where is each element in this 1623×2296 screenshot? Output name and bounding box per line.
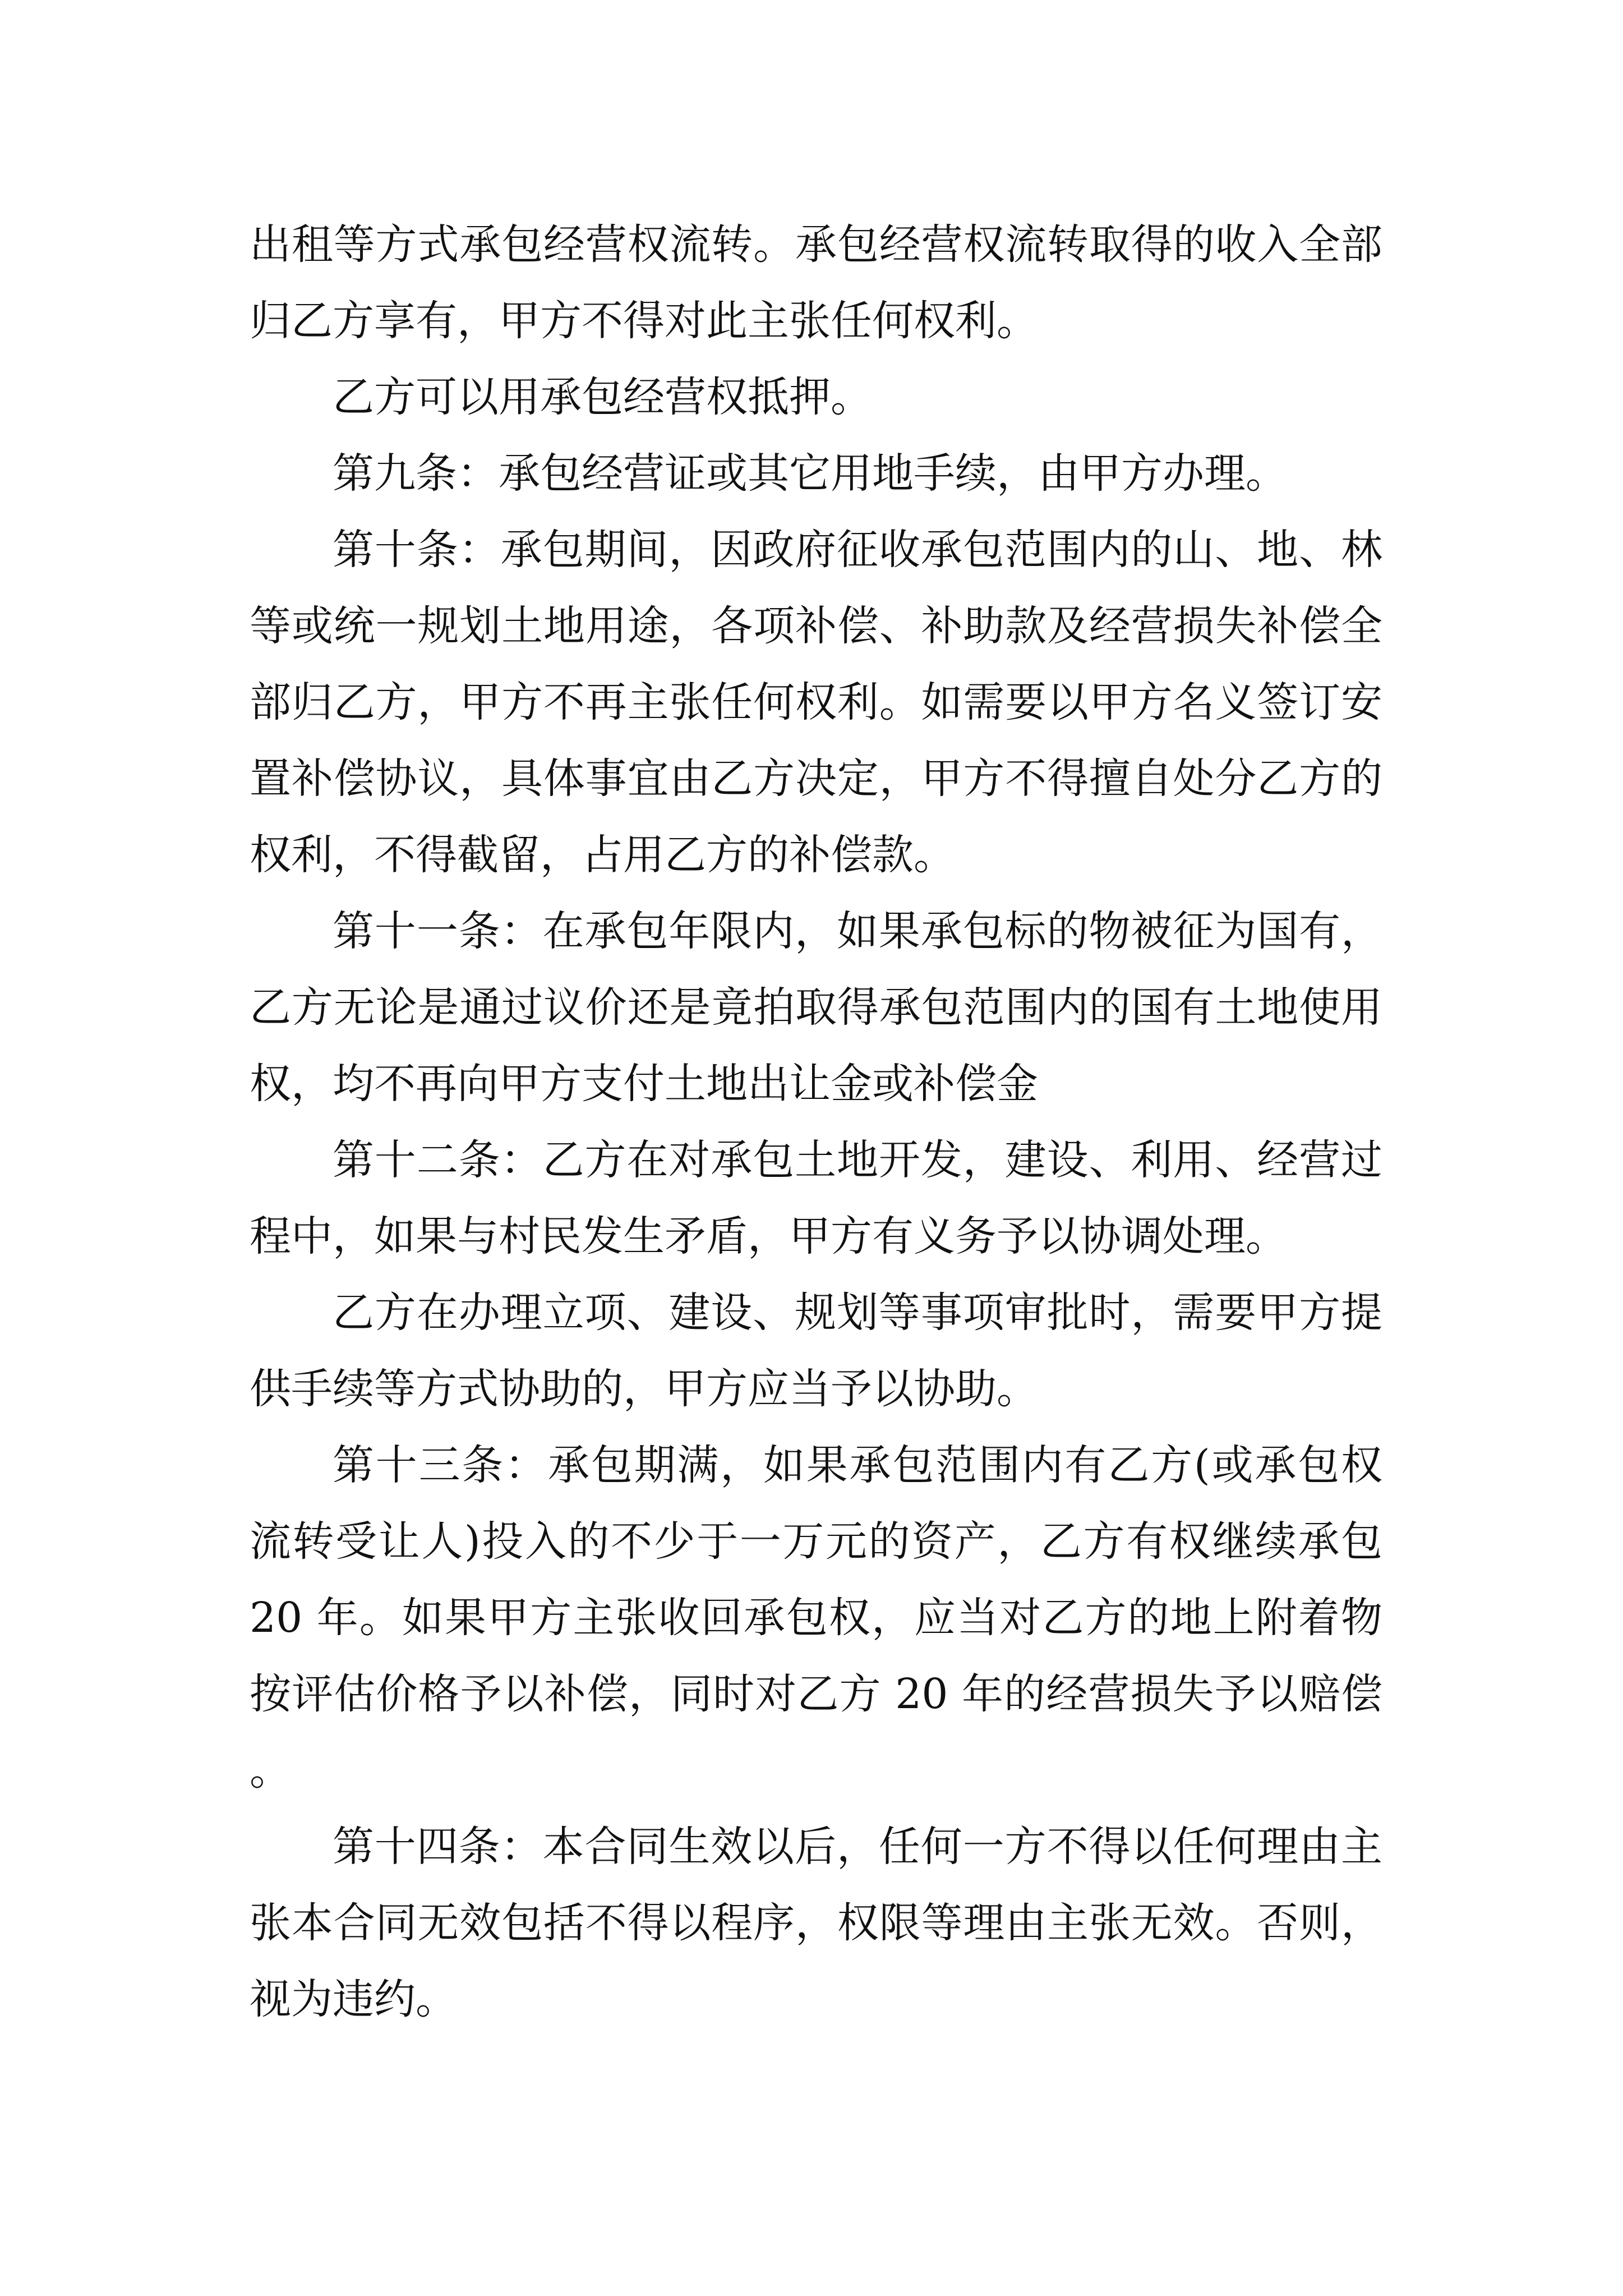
contract-body [250, 206, 1382, 2037]
paragraph-article-13: 第十三条：承包期满，如果承包范围内有乙方(或承包权流转受让人)投入的不少于一万元的资产，乙方有权继续承包 20 年。如果甲方主张收回承包权，应当对乙方的地上附着物按评估价格予以补偿，同时对乙方 20 年的经营损失予以赔偿。 [250, 1441, 1382, 1795]
paragraph-article-14: 第十四条：本合同生效以后，任何一方不得以任何理由主张本合同无效包括不得以程序，权限等理由主张无效。否则，视为违约。 [250, 1823, 1382, 2023]
paragraph-article-11: 第十一条：在承包年限内，如果承包标的物被征为国有，乙方无论是通过议价还是竟拍取得承包范围内的国有土地使用权，均不再向甲方支付土地出让金或补偿金 [250, 907, 1382, 1108]
paragraph-article-12: 第十二条：乙方在对承包土地开发，建设、利用、经营过程中，如果与村民发生矛盾，甲方有义务予以协调处理。 [250, 1136, 1382, 1260]
paragraph-continuation: 出租等方式承包经营权流转。承包经营权流转取得的收入全部归乙方享有，甲方不得对此主张任何权利。 [250, 220, 1382, 345]
paragraph-article-9: 第九条：承包经营证或其它用地手续，由甲方办理。 [333, 449, 1287, 498]
paragraph-article-10: 第十条：承包期间，因政府征收承包范围内的山、地、林等或统一规划土地用途，各项补偿、补助款及经营损失补偿全部归乙方，甲方不再主张任何权利。如需要以甲方名义签订安置补偿协议，具体事宜由乙方决定，甲方不得擅自处分乙方的权利，不得截留，占用乙方的补偿款。 [250, 526, 1382, 879]
paragraph-article-12-assist: 乙方在办理立项、建设、规划等事项审批时，需要甲方提供手续等方式协助的，甲方应当予以协助。 [250, 1289, 1382, 1413]
paragraph-mortgage: 乙方可以用承包经营权抵押。 [333, 373, 872, 421]
